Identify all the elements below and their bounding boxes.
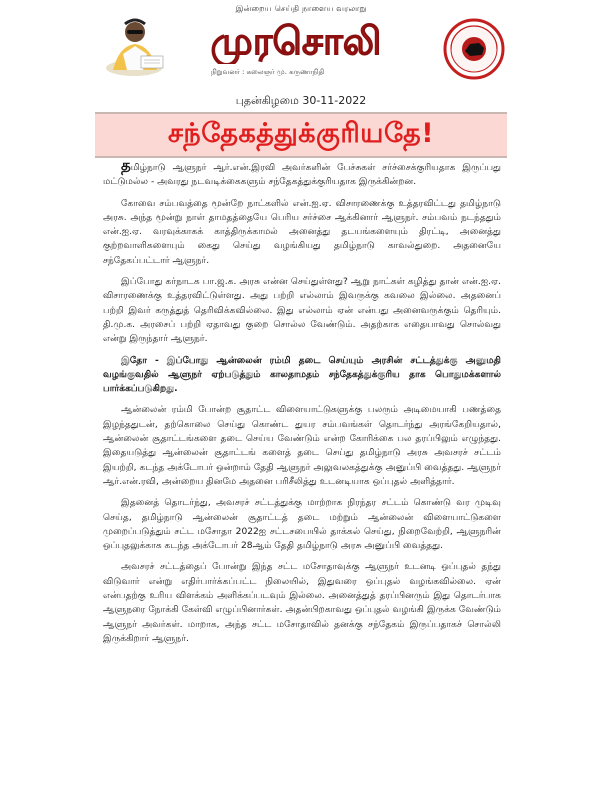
page-margin-left [0, 0, 95, 800]
paragraph-7: அவசரச் சட்டத்தைப் போன்று இந்த சட்ட மசோதாவுக்கு ஆளுநர் உடனடி ஒப்புதல் தந்து விடுவார் என்று எதிர்பார்க்கப்பட்ட நிலையில், இதுவரை ஒப்புதல் வழங்கவில்லை. ஏன் என்பதற்கு உரிய விளக்கம் அளிக்கப்படவும் இல்லை. அனைத்துத் தரப்பினரும் இது தொடர்பாக ஆளுநரை நோக்கி கேள்வி எழுப்பினார்கள். அதன்பிறகாவது ஒப்புதல் வழங்கி இருக்க வேண்டும் ஆளுநர் அவர்கள். மாறாக, அந்த சட்ட மசோதாவில் தனக்கு சந்தேகம் இருப்பதாகச் சொல்லி இருக்கிறார் ஆளுநர். [103, 562, 501, 644]
paragraph-2: கோவை சம்பவத்தை மூன்றே நாட்களில் என்.ஐ.ஏ. விசாரணைக்கு உத்தரவிட்டது தமிழ்நாடு அரசு. அந்த மூன்று நாள் தாமதத்தையே பெரிய சர்ச்சை ஆக்கினார் ஆளுநர். சம்பவம் நடந்ததும் என்.ஐ.ஏ. வரவுக்காகக் காத்திருக்காமல் அனைத்து தடயங்களையும் திரட்டி, அனைத்து குற்றவாளிகளையும் கைது செய்து வழங்கியது தமிழ்நாடு காவல்துறை. அதனையே சந்தேகப்பட்டார் ஆளுநர். [103, 198, 501, 266]
paragraph-5: ஆன்லைன் ரம்மி போன்ற சூதாட்ட விளையாட்டுகளுக்கு பலரும் அடிமையாகி பணத்தை இழந்ததுடன், தற்கொலை செய்து கொண்ட துயர சம்பவங்கள் தொடர்ந்து அரங்கேறியதால், ஆன்லைன் சூதாட்டங்களை தடை செய்ய வேண்டும் என்ற கோரிக்கை பல தரப்பிலும் எழுந்தது. இதையடுத்து ஆன்லைன் சூதாட்டங் களைத் தடை செய்து தமிழ்நாடு அரசு அவசரச் சட்டம் இயற்றி, கடந்த அக்டோபர் ஒன்றாம் தேதி ஆளுநர் அலுவலகத்துக்கு அனுப்பி வைத்தது. ஆளுநர் ஆர்.என்.ரவி, அன்றைய தினமே அதனை பரிசீலித்து உடனடியாக ஒப்புதல் அளித்தார். [103, 405, 501, 487]
headline: சந்தேகத்துக்குரியதே! [167, 117, 435, 149]
page-margin-right [507, 0, 600, 800]
masthead-tagline: இன்றைய செய்தி நாளைய வரலாறு [235, 4, 367, 13]
founder-portrait [101, 10, 171, 78]
drop-letter: த [121, 156, 131, 174]
paragraph-6: இதனைத் தொடர்ந்து, அவசரச் சட்டத்துக்கு மாற்றாக நிரந்தர சட்டம் கொண்டு வர முடிவு செய்த, தமிழ்நாடு ஆன்லைன் சூதாட்டத் தடை மற்றும் ஆன்லைன் விளையாட்டுகளை முறைப்படுத்தும் சட்ட மசோதா 2022ஐ சட்டசபையில் தாக்கல் செய்து, நிறைவேற்றி, ஆளுநரின் ஒப்புதலுக்காக கடந்த அக்டோபர் 28ஆம் தேதி தமிழ்நாடு அரசு அனுப்பி வைத்தது. [103, 498, 501, 552]
editorial-body [103, 156, 501, 653]
newspaper-page [95, 0, 507, 800]
party-seal-emblem [443, 18, 505, 80]
issue-date: புதன்கிழமை 30-11-2022 [235, 94, 367, 107]
paragraph-1: தமிழ்நாடு ஆளுநர் ஆர்.என்.இரவி அவர்களின் பேச்சுகள் சர்ச்சைக்குரியதாக இருப்பது மட்டுமல்ல - அவரது நடவடிக்கைகளும் சந்தேகத்துக்குரியதாக இருக்கின்றன. [103, 156, 501, 188]
headline-banner [95, 112, 507, 158]
paragraph-3: இப்போது கர்நாடக பா.ஜ.க. அரசு என்ன செய்துள்ளது? ஆறு நாட்கள் கழித்து தான் என்.ஐ.ஏ. விசாரணைக்கு உத்தரவிட்டுள்ளது. அது பற்றி எல்லாம் இவருக்கு கவலை இல்லை. அதனைப் பற்றி இவர் கருத்துத் தெரிவிக்கவில்லை. இது எல்லாம் ஏன் என்பது அனைவருக்கும் தெரியும். தி.மு.க. அரசைப் பற்றி ஏதாவது குறை சொல்ல வேண்டும். அதற்காக எதையாவது சொல்வது என்று இருந்தார் ஆளுநர். [103, 277, 501, 345]
masthead-title: முரசொலி [210, 19, 382, 63]
paragraph-4: இதோ - இப்போது ஆன்லைன் ரம்மி தடை செய்யும் அரசின் சட்டத்துக்கு அனுமதி வழங்குவதில் ஆளுநர் ஏற்படுத்தும் காலதாமதம் சந்தேகத்துக்குரிய தாக பொதுமக்களால் பார்க்கப்படுகிறது. [103, 355, 501, 395]
masthead-logo [185, 14, 407, 64]
masthead-founder: நிறுவனர் : கலைஞர் மு. கருணாநிதி [211, 68, 325, 76]
